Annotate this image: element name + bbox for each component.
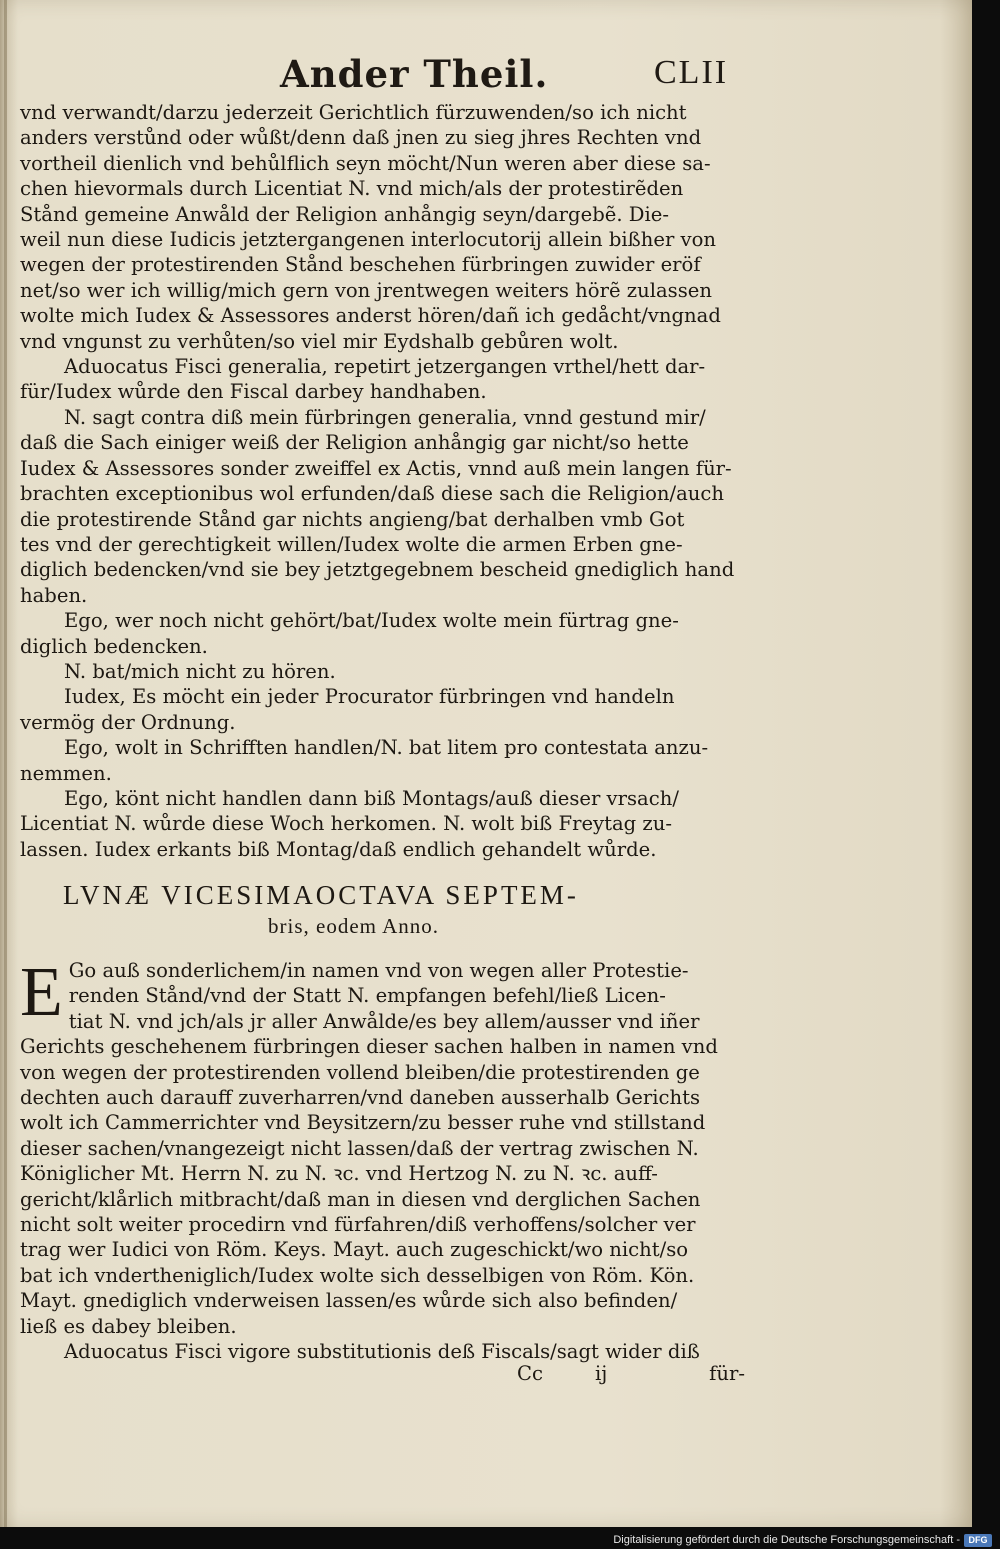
text-line: Stånd gemeine Anwåld der Religion anhångig seyn/dargebẽ. Die- (20, 202, 669, 226)
page-header (0, 48, 972, 98)
text-line: anders verstůnd oder wůßt/denn daß jnen zu sieg jhres Rechten vnd (20, 126, 702, 150)
text-line: chen hievormals durch Licentiat N. vnd mich/als der protestirẽden (20, 177, 684, 201)
text-line: wolte mich Iudex & Assessores anderst hören/dañ ich gedåcht/vngnad (20, 304, 721, 328)
paragraph-ego-schrifften: Ego, wolt in Schrifften handlen/N. bat litem pro contestata anzu- nemmen. (20, 736, 709, 785)
paragraph-fiscal: Aduocatus Fisci generalia, repetirt jetzergangen vrthel/hett dar- für/Iudex wůrde den Fiscal darbey handhaben. (20, 355, 706, 404)
section-two-text (20, 954, 745, 1365)
text-line: vnd vngunst zu verhůten/so viel mir Eydshalb gebůren wolt. (20, 329, 619, 353)
paragraph-iudex: Iudex, Es möcht ein jeder Procurator fürbringen vnd handeln vermög der Ordnung. (20, 685, 675, 734)
paragraph-n-sagt: N. sagt contra diß mein fürbringen generalia, vnnd gestund mir/ daß die Sach einiger weiß der Religion anhångig gar nicht/so hette Iudex & Assessores sonder zweiffel ex Actis, vnnd auß mein langen für- brachten exceptionibus wol erfunden/daß diese sach die Religion/auch die protestirende Stånd gar nichts angieng/bat derhalben vmb Got tes vnd der gerechtigkeit willen/Iudex wolte die armen Erben gne- diglich bedencken/vnd sie bey jetztgegebnem bescheid gnediglich hand haben. (20, 405, 735, 607)
text-line: net/so wer ich willig/mich gern von jrentwegen weiters hörẽ zulassen (20, 278, 712, 302)
gutter-edge (4, 0, 7, 1527)
paragraph-ego-montags: Ego, könt nicht handlen dann biß Montags/auß dieser vrsach/ Licentiat N. wůrde diese Woch herkomen. N. wolt biß Freytag zu- lassen. Iudex erkants biß Montag/daß endlich gehandelt wůrde. (20, 786, 679, 861)
text-line: weil nun diese Iudicis jetztergangenen interlocutorij allein bißher von (20, 228, 717, 252)
section-two-paragraph: Go auß sonderlichem/in namen vnd von wegen aller Protestie- renden Stånd/vnd der Statt N. empfangen befehl/ließ Licen- tiat N. vnd jch/als jr aller Anwålde/es bey allem/ausser vnd iñer Gerichts geschehenem fürbringen dieser sachen halben in namen vnd von wegen der protestirenden vollend bleiben/die protestirenden ge dechten auch darauff zuverharren/vnd daneben ausserhalb Gerichts wolt ich Cammerrichter vnd Beysitzern/zu besser ruhe vnd stillstand dieser sachen/vnangezeigt nicht lassen/daß der vertrag zwischen N. Königlicher Mt. Herrn N. zu N. ꝛc. vnd Hertzog N. zu N. ꝛc. auff- gericht/klårlich mitbracht/daß man in diesen vnd derglichen Sachen nicht solt weiter procedirn vnd fürfahren/diß verhoffens/solcher ver trag wer Iudici von Röm. Keys. Mayt. auch zugeschickt/wo nicht/so bat ich vndertheniglich/Iudex wolte sich desselbigen von Röm. Kön. Mayt. gnediglich vnderweisen lassen/es wůrde sich also befinden/ ließ es dabey bleiben. (20, 959, 718, 1338)
section-one-text (20, 100, 745, 862)
heading-date-line-continued: bris, eodem Anno. (268, 914, 439, 938)
running-head: Ander Theil. (280, 52, 549, 96)
text-line: vortheil dienlich vnd behůlflich seyn möcht/Nun weren aber diese sa- (20, 151, 711, 175)
page-footer (20, 1362, 745, 1392)
text-line: wegen der protestirenden Stånd beschehen fürbringen zuwider eröf (20, 253, 701, 277)
heading-date-line: LVNÆ VICESIMAOCTAVA SEPTEM- (63, 880, 579, 910)
paragraph-fiscal-substitution: Aduocatus Fisci vigore substitutionis deß Fiscals/sagt wider diß (64, 1340, 700, 1364)
attribution-bar (600, 1533, 1000, 1549)
dfg-logo-icon: DFG (964, 1534, 992, 1547)
paragraph-n-bat: N. bat/mich nicht zu hören. (64, 659, 336, 683)
folio-number: CLII (654, 54, 729, 91)
attribution-text: Digitalisierung gefördert durch die Deutsche Forschungsgemeinschaft - (613, 1534, 960, 1546)
paragraph-ego-bat: Ego, wer noch nicht gehört/bat/Iudex wolte mein fürtrag gne- diglich bedencken. (20, 609, 679, 658)
signature-number: ij (595, 1362, 608, 1385)
catchword: für- (709, 1362, 745, 1385)
signature-mark: Cc (517, 1362, 543, 1385)
text-line: vnd verwandt/darzu jederzeit Gerichtlich fürzuwenden/so ich nicht (20, 101, 687, 124)
drop-cap-initial: E (20, 954, 63, 1031)
